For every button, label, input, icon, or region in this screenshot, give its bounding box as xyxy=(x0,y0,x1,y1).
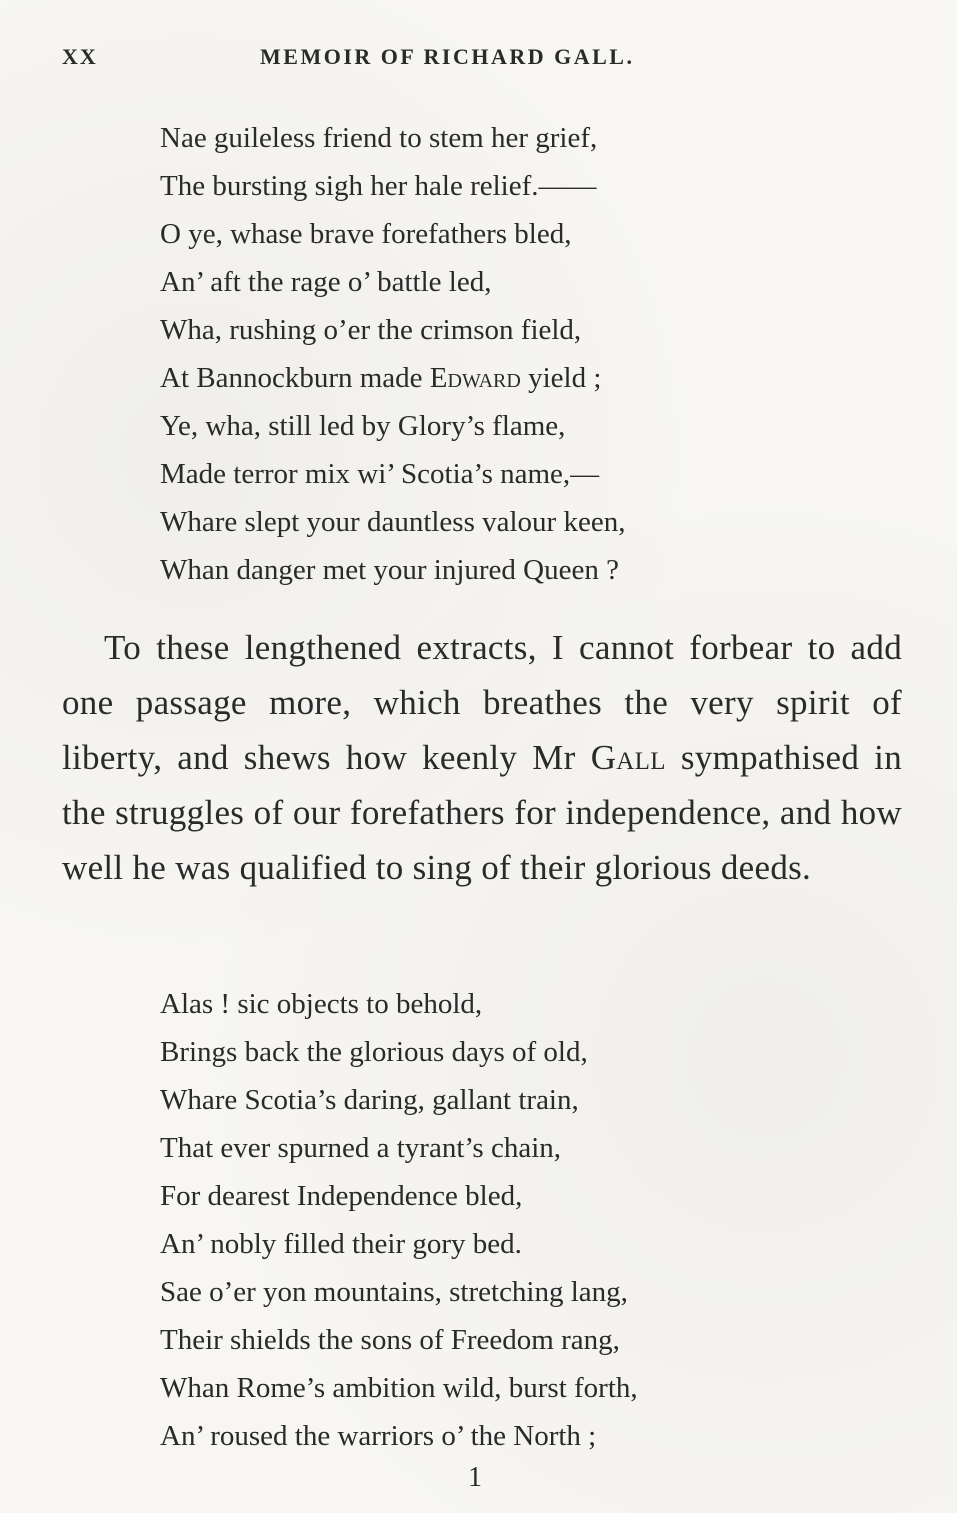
prose-paragraph xyxy=(62,620,902,895)
paragraph-text-part: To these lengthened extracts, I cannot forbear to add one passage more, which breathes the very spirit of liberty, and shews how keenly Mr xyxy=(62,628,902,777)
verse-line: Alas ! sic objects to behold, xyxy=(160,988,483,1020)
verse-line: Whan Rome’s ambition wild, burst forth, xyxy=(160,1372,638,1404)
verse-line: Sae o’er yon mountains, stretching lang, xyxy=(160,1276,628,1308)
verse-stanza-2 xyxy=(160,980,638,1460)
verse-line: Their shields the sons of Freedom rang, xyxy=(160,1324,620,1356)
verse-line: An’ nobly filled their gory bed. xyxy=(160,1228,522,1260)
verse-line-text: At Bannockburn made xyxy=(160,362,430,394)
verse-line-text: yield ; xyxy=(520,362,602,394)
page-number: XX xyxy=(62,44,98,69)
verse-line: Nae guileless friend to stem her grief, xyxy=(160,122,598,154)
verse-stanza-1 xyxy=(160,114,625,594)
page-header xyxy=(62,44,902,78)
name-edward: Edward xyxy=(429,362,521,394)
verse-line: The bursting sigh her hale relief.—— xyxy=(160,170,597,202)
running-title: MEMOIR OF RICHARD GALL. xyxy=(260,44,635,69)
verse-line: Whare slept your dauntless valour keen, xyxy=(160,506,626,538)
verse-line: An’ roused the warriors o’ the North ; xyxy=(160,1420,597,1452)
paragraph-text xyxy=(62,620,902,895)
verse-line: For dearest Independence bled, xyxy=(160,1180,523,1212)
verse-line: O ye, whase brave forefathers bled, xyxy=(160,218,572,250)
verse-line: That ever spurned a tyrant’s chain, xyxy=(160,1132,562,1164)
paragraph-text-part: sympathised in the struggles of our forefathers for independence, and how well he was qualified to sing of their glorious deeds. xyxy=(62,738,902,887)
verse-line: Wha, rushing o’er the crimson field, xyxy=(160,314,582,346)
verse-line: Ye, wha, still led by Glory’s flame, xyxy=(160,410,566,442)
verse-line: Whare Scotia’s daring, gallant train, xyxy=(160,1084,579,1116)
verse-line: An’ aft the rage o’ battle led, xyxy=(160,266,492,298)
signature-mark: 1 xyxy=(468,1462,482,1493)
name-gall: Gall xyxy=(590,738,666,777)
verse-line: Made terror mix wi’ Scotia’s name,— xyxy=(160,458,600,490)
verse-line xyxy=(160,354,625,402)
verse-line: Whan danger met your injured Queen ? xyxy=(160,554,619,586)
verse-line: Brings back the glorious days of old, xyxy=(160,1036,588,1068)
